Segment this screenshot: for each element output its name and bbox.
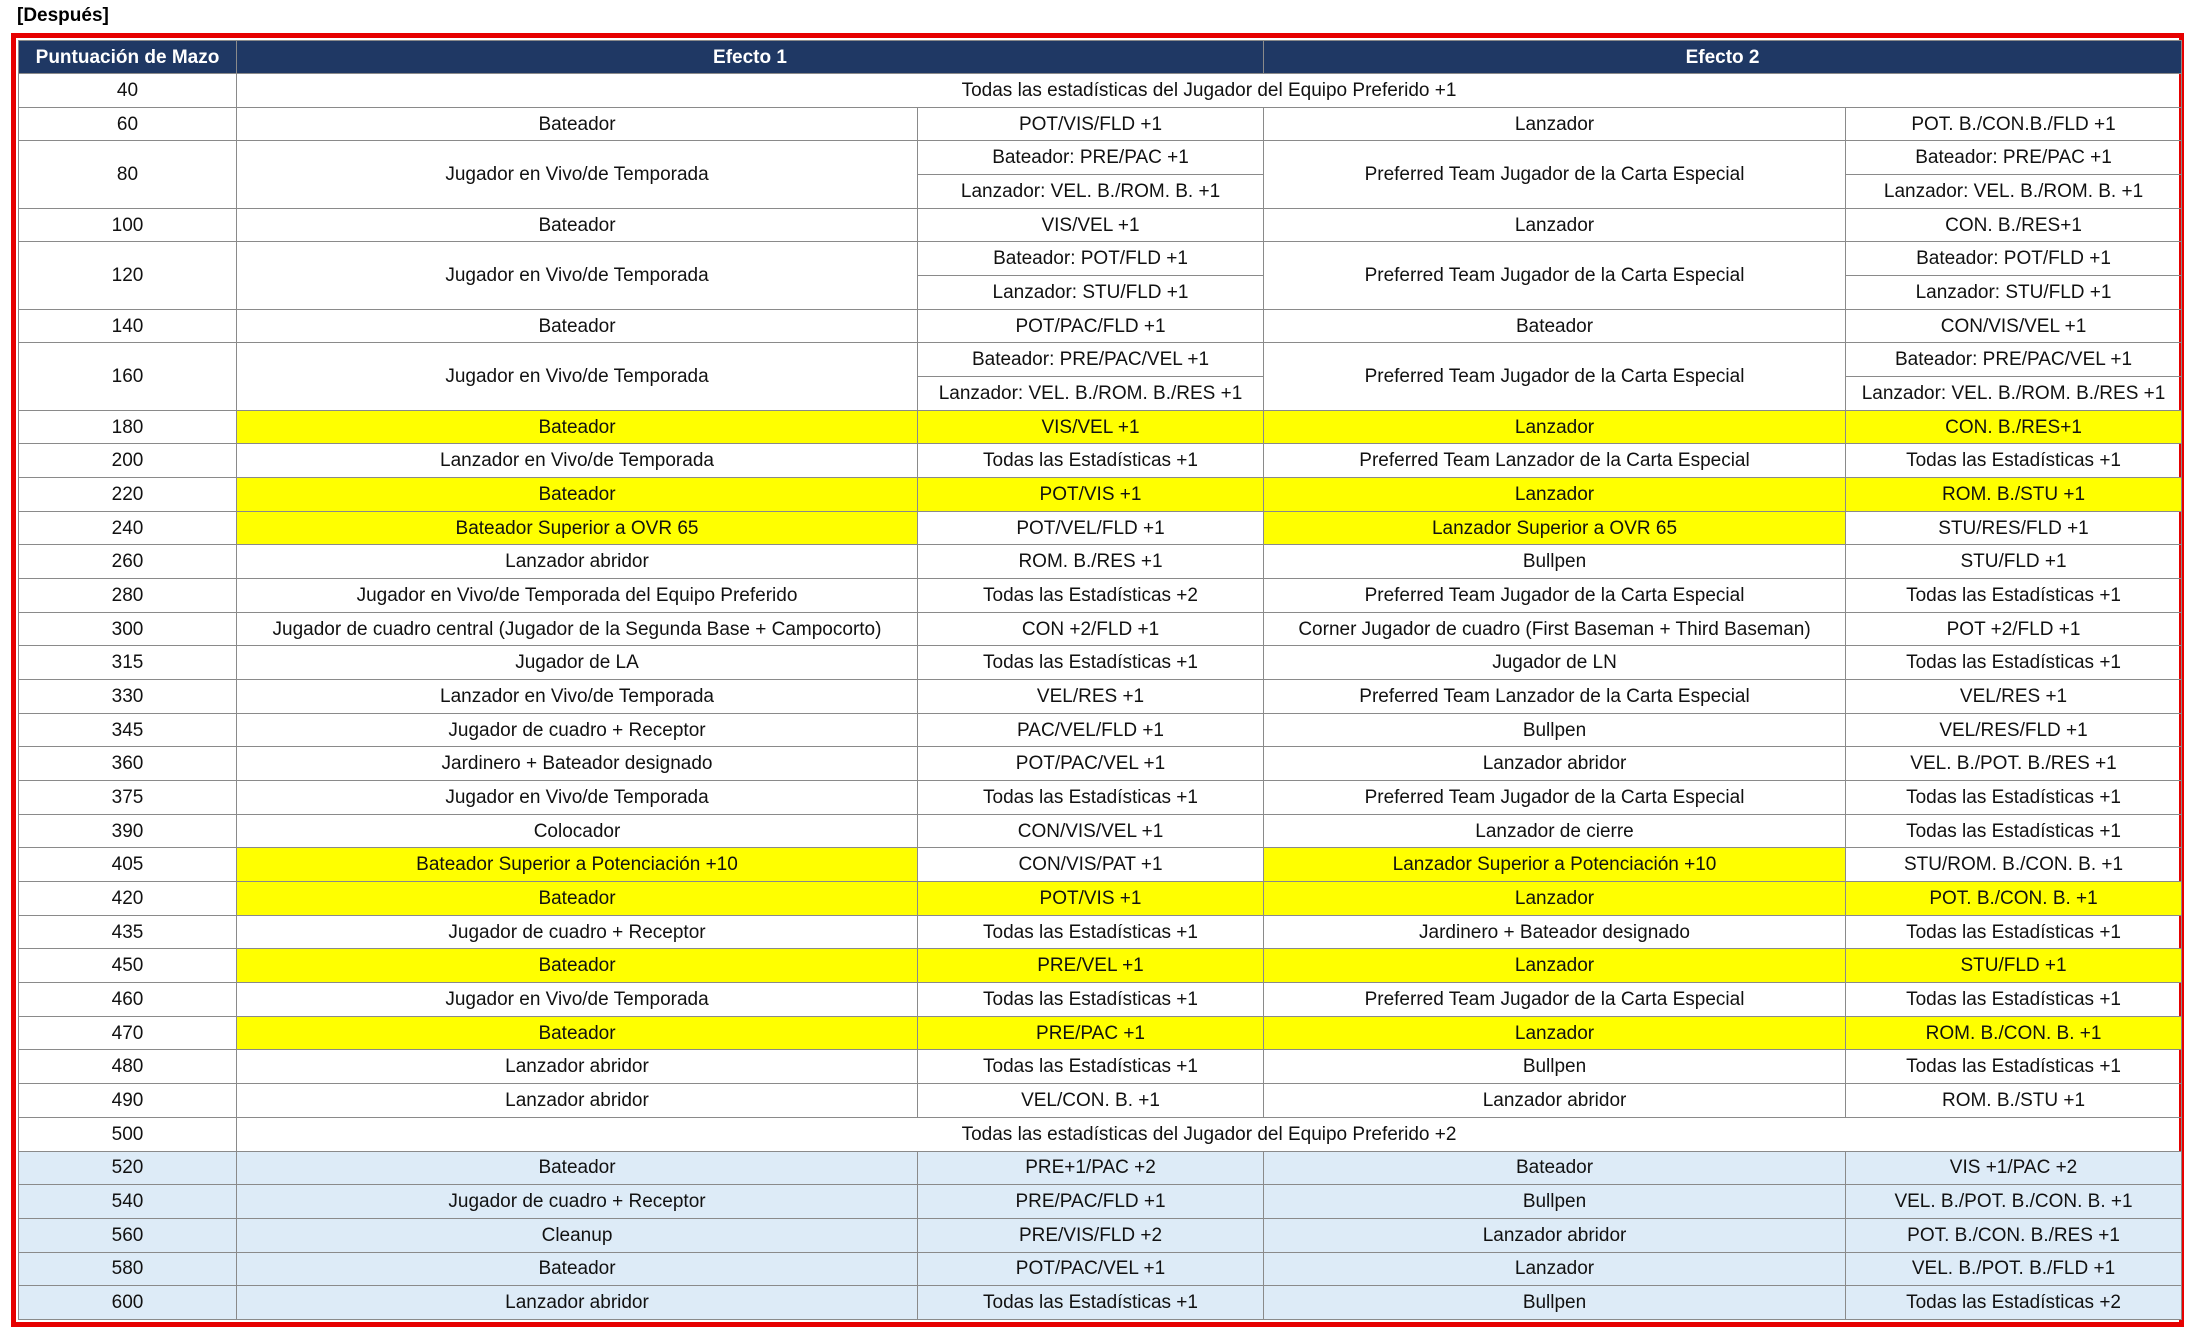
deck-score-cell: 160 (19, 343, 237, 410)
effect-2-stat-cell: ROM. B./STU +1 (1846, 478, 2182, 512)
effect-2-stat-cell: Todas las Estadísticas +1 (1846, 444, 2182, 478)
header-effect-1: Efecto 1 (237, 41, 1264, 74)
effect-1-target-cell: Jugador de cuadro + Receptor (237, 915, 918, 949)
table-row (19, 781, 2182, 815)
full-effect-cell: Todas las estadísticas del Jugador del Equipo Preferido +2 (237, 1117, 2182, 1151)
effect-1-target-cell: Jardinero + Bateador designado (237, 747, 918, 781)
effect-2-stat-cell: POT. B./CON.B./FLD +1 (1846, 107, 2182, 141)
effect-1-stat-cell: PRE/PAC/FLD +1 (918, 1185, 1264, 1219)
table-row (19, 141, 2182, 175)
effect-2-stat-cell: Todas las Estadísticas +2 (1846, 1286, 2182, 1320)
effect-2-target-cell: Lanzador (1264, 208, 1846, 242)
deck-score-cell: 470 (19, 1016, 237, 1050)
effect-1-stat-cell: Todas las Estadísticas +1 (918, 646, 1264, 680)
effect-1-target-cell: Lanzador abridor (237, 545, 918, 579)
effect-1-target-cell: Bateador (237, 478, 918, 512)
effect-2-target-cell: Preferred Team Jugador de la Carta Especial (1264, 141, 1846, 208)
effect-2-stat-cell: CON/VIS/VEL +1 (1846, 309, 2182, 343)
table-row (19, 1286, 2182, 1320)
deck-score-cell: 420 (19, 882, 237, 916)
header-deck-score: Puntuación de Mazo (19, 41, 237, 74)
effect-2-stat-cell: Todas las Estadísticas +1 (1846, 915, 2182, 949)
effect-1-target-cell: Jugador de LA (237, 646, 918, 680)
table-row (19, 848, 2182, 882)
table-row (19, 915, 2182, 949)
effect-1-stat-cell: CON +2/FLD +1 (918, 612, 1264, 646)
effect-2-stat-cell: Lanzador: VEL. B./ROM. B./RES +1 (1846, 377, 2182, 411)
table-body (19, 74, 2182, 1320)
table-row (19, 882, 2182, 916)
deck-score-cell: 330 (19, 680, 237, 714)
effect-2-stat-cell: VEL. B./POT. B./CON. B. +1 (1846, 1185, 2182, 1219)
table-row (19, 949, 2182, 983)
effect-2-target-cell: Lanzador (1264, 882, 1846, 916)
effect-1-stat-cell: POT/PAC/VEL +1 (918, 747, 1264, 781)
effect-2-stat-cell: POT +2/FLD +1 (1846, 612, 2182, 646)
effect-1-target-cell: Jugador de cuadro + Receptor (237, 1185, 918, 1219)
effect-2-target-cell: Lanzador (1264, 1252, 1846, 1286)
effect-1-stat-cell: PRE/VIS/FLD +2 (918, 1218, 1264, 1252)
effect-1-target-cell: Jugador en Vivo/de Temporada (237, 781, 918, 815)
table-header-row (19, 41, 2182, 74)
effect-2-target-cell: Bullpen (1264, 713, 1846, 747)
effect-2-target-cell: Preferred Team Jugador de la Carta Especial (1264, 579, 1846, 613)
effect-2-target-cell: Bateador (1264, 309, 1846, 343)
effect-1-stat-cell: Todas las Estadísticas +1 (918, 1050, 1264, 1084)
effect-2-target-cell: Preferred Team Lanzador de la Carta Especial (1264, 680, 1846, 714)
effect-1-target-cell: Lanzador en Vivo/de Temporada (237, 680, 918, 714)
effect-1-stat-cell: POT/PAC/VEL +1 (918, 1252, 1264, 1286)
deck-score-cell: 540 (19, 1185, 237, 1219)
effect-2-target-cell: Lanzador (1264, 107, 1846, 141)
effect-1-stat-cell: CON/VIS/VEL +1 (918, 814, 1264, 848)
effect-2-stat-cell: Todas las Estadísticas +1 (1846, 646, 2182, 680)
effect-1-target-cell: Cleanup (237, 1218, 918, 1252)
table-row (19, 74, 2182, 108)
deck-score-cell: 500 (19, 1117, 237, 1151)
effect-2-target-cell: Preferred Team Jugador de la Carta Especial (1264, 781, 1846, 815)
effect-2-stat-cell: POT. B./CON. B. +1 (1846, 882, 2182, 916)
table-row (19, 511, 2182, 545)
deck-score-cell: 100 (19, 208, 237, 242)
table-row (19, 343, 2182, 377)
deck-score-cell: 280 (19, 579, 237, 613)
deck-score-cell: 80 (19, 141, 237, 208)
effect-2-stat-cell: Todas las Estadísticas +1 (1846, 1050, 2182, 1084)
effect-1-target-cell: Colocador (237, 814, 918, 848)
deck-score-cell: 240 (19, 511, 237, 545)
effect-2-stat-cell: Todas las Estadísticas +1 (1846, 983, 2182, 1017)
effect-1-target-cell: Bateador (237, 410, 918, 444)
table-row (19, 1218, 2182, 1252)
effect-1-stat-cell: VIS/VEL +1 (918, 208, 1264, 242)
effect-1-stat-cell: Bateador: POT/FLD +1 (918, 242, 1264, 276)
table-row (19, 1151, 2182, 1185)
effect-1-stat-cell: Lanzador: VEL. B./ROM. B./RES +1 (918, 377, 1264, 411)
table-row (19, 814, 2182, 848)
effect-2-target-cell: Preferred Team Jugador de la Carta Especial (1264, 242, 1846, 309)
table-row (19, 410, 2182, 444)
effect-2-target-cell: Bullpen (1264, 1050, 1846, 1084)
effect-2-stat-cell: Bateador: PRE/PAC/VEL +1 (1846, 343, 2182, 377)
effect-1-target-cell: Bateador (237, 1151, 918, 1185)
effect-2-stat-cell: Lanzador: VEL. B./ROM. B. +1 (1846, 175, 2182, 209)
table-row (19, 107, 2182, 141)
effect-2-target-cell: Preferred Team Lanzador de la Carta Especial (1264, 444, 1846, 478)
effect-1-stat-cell: Todas las Estadísticas +2 (918, 579, 1264, 613)
effect-2-stat-cell: ROM. B./CON. B. +1 (1846, 1016, 2182, 1050)
effect-2-target-cell: Lanzador (1264, 949, 1846, 983)
effect-1-stat-cell: PAC/VEL/FLD +1 (918, 713, 1264, 747)
table-row (19, 1117, 2182, 1151)
effect-1-target-cell: Lanzador abridor (237, 1084, 918, 1118)
effect-2-target-cell: Bullpen (1264, 545, 1846, 579)
effect-2-target-cell: Lanzador de cierre (1264, 814, 1846, 848)
effect-2-stat-cell: VEL. B./POT. B./FLD +1 (1846, 1252, 2182, 1286)
effect-1-stat-cell: POT/VEL/FLD +1 (918, 511, 1264, 545)
deck-score-cell: 450 (19, 949, 237, 983)
effect-2-target-cell: Lanzador Superior a Potenciación +10 (1264, 848, 1846, 882)
deck-score-cell: 220 (19, 478, 237, 512)
effect-2-stat-cell: Lanzador: STU/FLD +1 (1846, 276, 2182, 310)
effect-2-stat-cell: VEL/RES/FLD +1 (1846, 713, 2182, 747)
effect-2-target-cell: Bullpen (1264, 1185, 1846, 1219)
deck-score-cell: 405 (19, 848, 237, 882)
table-row (19, 646, 2182, 680)
effect-2-stat-cell: CON. B./RES+1 (1846, 410, 2182, 444)
deck-score-cell: 60 (19, 107, 237, 141)
effect-1-target-cell: Bateador (237, 208, 918, 242)
effect-1-stat-cell: VEL/RES +1 (918, 680, 1264, 714)
effect-1-target-cell: Jugador de cuadro central (Jugador de la Segunda Base + Campocorto) (237, 612, 918, 646)
effect-1-stat-cell: Todas las Estadísticas +1 (918, 1286, 1264, 1320)
table-row (19, 983, 2182, 1017)
effect-1-target-cell: Jugador en Vivo/de Temporada (237, 141, 918, 208)
table-row (19, 1252, 2182, 1286)
effect-2-target-cell: Lanzador Superior a OVR 65 (1264, 511, 1846, 545)
table-row (19, 1185, 2182, 1219)
deck-score-cell: 120 (19, 242, 237, 309)
effect-2-stat-cell: CON. B./RES+1 (1846, 208, 2182, 242)
deck-score-cell: 180 (19, 410, 237, 444)
effect-1-target-cell: Bateador Superior a Potenciación +10 (237, 848, 918, 882)
effect-1-stat-cell: PRE/VEL +1 (918, 949, 1264, 983)
effect-1-stat-cell: PRE+1/PAC +2 (918, 1151, 1264, 1185)
table-frame (11, 33, 2184, 1327)
deck-score-cell: 200 (19, 444, 237, 478)
deck-score-cell: 345 (19, 713, 237, 747)
effect-2-stat-cell: VEL. B./POT. B./RES +1 (1846, 747, 2182, 781)
table-row (19, 208, 2182, 242)
effect-1-stat-cell: PRE/PAC +1 (918, 1016, 1264, 1050)
effect-2-stat-cell: Todas las Estadísticas +1 (1846, 781, 2182, 815)
effect-1-target-cell: Jugador en Vivo/de Temporada (237, 343, 918, 410)
deck-score-table (18, 40, 2182, 1320)
table-row (19, 309, 2182, 343)
table-row (19, 545, 2182, 579)
deck-score-cell: 580 (19, 1252, 237, 1286)
table-row (19, 444, 2182, 478)
effect-2-stat-cell: VEL/RES +1 (1846, 680, 2182, 714)
effect-1-stat-cell: Todas las Estadísticas +1 (918, 915, 1264, 949)
table-row (19, 680, 2182, 714)
deck-score-cell: 390 (19, 814, 237, 848)
table-row (19, 747, 2182, 781)
deck-score-cell: 315 (19, 646, 237, 680)
effect-2-stat-cell: VIS +1/PAC +2 (1846, 1151, 2182, 1185)
effect-1-stat-cell: Todas las Estadísticas +1 (918, 444, 1264, 478)
effect-2-stat-cell: STU/ROM. B./CON. B. +1 (1846, 848, 2182, 882)
effect-1-target-cell: Lanzador abridor (237, 1286, 918, 1320)
deck-score-cell: 360 (19, 747, 237, 781)
deck-score-cell: 375 (19, 781, 237, 815)
effect-2-target-cell: Lanzador (1264, 410, 1846, 444)
table-row (19, 612, 2182, 646)
table-row (19, 478, 2182, 512)
header-effect-2: Efecto 2 (1264, 41, 2182, 74)
effect-2-target-cell: Preferred Team Jugador de la Carta Especial (1264, 343, 1846, 410)
effect-2-target-cell: Corner Jugador de cuadro (First Baseman + Third Baseman) (1264, 612, 1846, 646)
effect-1-target-cell: Bateador (237, 1016, 918, 1050)
effect-1-stat-cell: Todas las Estadísticas +1 (918, 983, 1264, 1017)
table-row (19, 1084, 2182, 1118)
effect-1-target-cell: Bateador (237, 882, 918, 916)
effect-1-stat-cell: Todas las Estadísticas +1 (918, 781, 1264, 815)
effect-2-target-cell: Lanzador abridor (1264, 1084, 1846, 1118)
effect-2-stat-cell: STU/FLD +1 (1846, 949, 2182, 983)
effect-1-stat-cell: POT/VIS/FLD +1 (918, 107, 1264, 141)
effect-1-target-cell: Bateador (237, 949, 918, 983)
effect-1-target-cell: Bateador (237, 309, 918, 343)
effect-1-target-cell: Bateador Superior a OVR 65 (237, 511, 918, 545)
table-row (19, 713, 2182, 747)
effect-1-stat-cell: ROM. B./RES +1 (918, 545, 1264, 579)
effect-1-stat-cell: Bateador: PRE/PAC/VEL +1 (918, 343, 1264, 377)
effect-2-stat-cell: ROM. B./STU +1 (1846, 1084, 2182, 1118)
effect-2-stat-cell: Bateador: PRE/PAC +1 (1846, 141, 2182, 175)
table-caption: [Después] (17, 5, 109, 26)
deck-score-cell: 300 (19, 612, 237, 646)
effect-2-stat-cell: Todas las Estadísticas +1 (1846, 579, 2182, 613)
deck-score-cell: 460 (19, 983, 237, 1017)
effect-2-stat-cell: POT. B./CON. B./RES +1 (1846, 1218, 2182, 1252)
effect-1-stat-cell: Lanzador: VEL. B./ROM. B. +1 (918, 175, 1264, 209)
effect-1-stat-cell: POT/VIS +1 (918, 478, 1264, 512)
effect-1-target-cell: Jugador en Vivo/de Temporada (237, 983, 918, 1017)
effect-2-stat-cell: Bateador: POT/FLD +1 (1846, 242, 2182, 276)
effect-1-stat-cell: POT/PAC/FLD +1 (918, 309, 1264, 343)
effect-2-stat-cell: Todas las Estadísticas +1 (1846, 814, 2182, 848)
table-row (19, 1050, 2182, 1084)
table-row (19, 1016, 2182, 1050)
effect-1-target-cell: Bateador (237, 1252, 918, 1286)
effect-1-stat-cell: Bateador: PRE/PAC +1 (918, 141, 1264, 175)
effect-2-stat-cell: STU/FLD +1 (1846, 545, 2182, 579)
effect-1-target-cell: Bateador (237, 107, 918, 141)
deck-score-cell: 260 (19, 545, 237, 579)
effect-2-stat-cell: STU/RES/FLD +1 (1846, 511, 2182, 545)
effect-1-stat-cell: CON/VIS/PAT +1 (918, 848, 1264, 882)
effect-2-target-cell: Bateador (1264, 1151, 1846, 1185)
effect-1-target-cell: Jugador en Vivo/de Temporada del Equipo Preferido (237, 579, 918, 613)
deck-score-cell: 40 (19, 74, 237, 108)
table-row (19, 579, 2182, 613)
deck-score-cell: 520 (19, 1151, 237, 1185)
deck-score-cell: 490 (19, 1084, 237, 1118)
deck-score-cell: 600 (19, 1286, 237, 1320)
effect-2-target-cell: Lanzador abridor (1264, 1218, 1846, 1252)
effect-1-target-cell: Lanzador abridor (237, 1050, 918, 1084)
effect-1-stat-cell: POT/VIS +1 (918, 882, 1264, 916)
effect-2-target-cell: Lanzador (1264, 1016, 1846, 1050)
effect-2-target-cell: Bullpen (1264, 1286, 1846, 1320)
deck-score-cell: 435 (19, 915, 237, 949)
effect-2-target-cell: Preferred Team Jugador de la Carta Especial (1264, 983, 1846, 1017)
effect-1-stat-cell: Lanzador: STU/FLD +1 (918, 276, 1264, 310)
effect-1-stat-cell: VEL/CON. B. +1 (918, 1084, 1264, 1118)
effect-2-target-cell: Lanzador abridor (1264, 747, 1846, 781)
effect-1-stat-cell: VIS/VEL +1 (918, 410, 1264, 444)
effect-1-target-cell: Jugador de cuadro + Receptor (237, 713, 918, 747)
full-effect-cell: Todas las estadísticas del Jugador del Equipo Preferido +1 (237, 74, 2182, 108)
table-row (19, 242, 2182, 276)
effect-2-target-cell: Lanzador (1264, 478, 1846, 512)
effect-1-target-cell: Lanzador en Vivo/de Temporada (237, 444, 918, 478)
effect-1-target-cell: Jugador en Vivo/de Temporada (237, 242, 918, 309)
deck-score-cell: 140 (19, 309, 237, 343)
deck-score-cell: 480 (19, 1050, 237, 1084)
effect-2-target-cell: Jugador de LN (1264, 646, 1846, 680)
effect-2-target-cell: Jardinero + Bateador designado (1264, 915, 1846, 949)
deck-score-cell: 560 (19, 1218, 237, 1252)
